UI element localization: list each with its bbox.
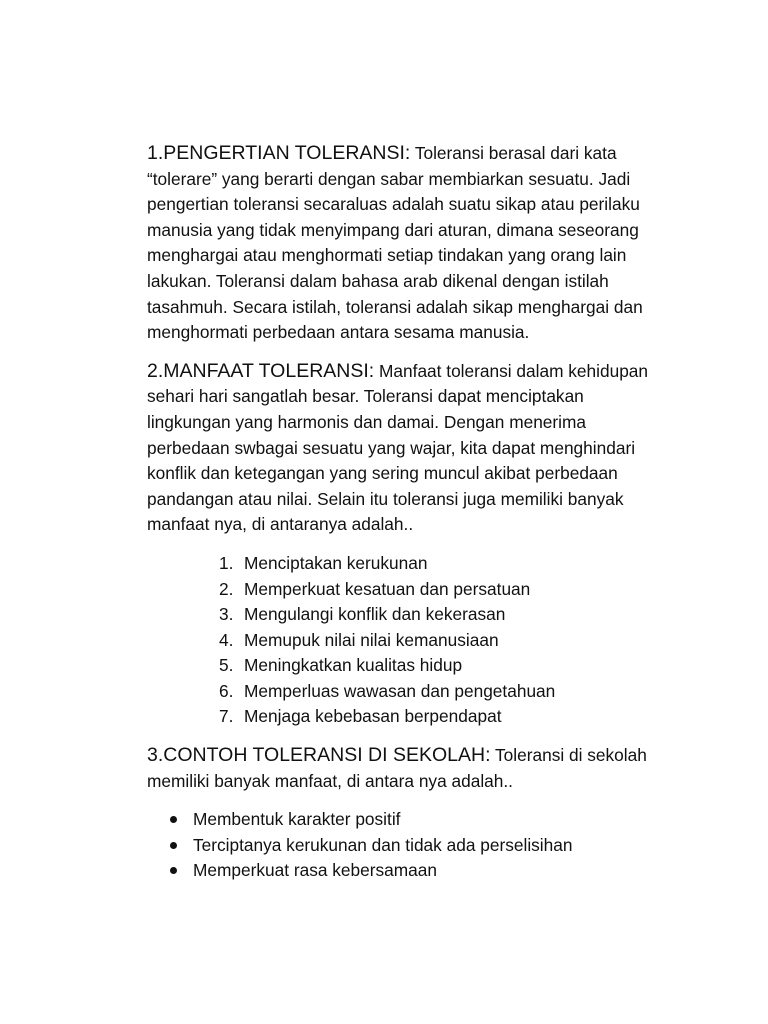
contoh-bullet-list	[147, 807, 667, 884]
list-item	[147, 704, 667, 730]
section-heading: 2.MANFAAT TOLERANSI:	[147, 359, 375, 382]
manfaat-numbered-list	[147, 551, 667, 730]
list-item	[147, 833, 667, 859]
bullet-icon	[170, 842, 177, 849]
list-number: 2.	[219, 578, 234, 599]
list-item-text: Memupuk nilai nilai kemanusiaan	[244, 629, 499, 650]
list-item-text: Memperkuat kesatuan dan persatuan	[244, 578, 531, 599]
list-number: 7.	[219, 706, 234, 727]
list-item-text: Membentuk karakter positif	[193, 809, 401, 830]
list-item	[147, 551, 667, 577]
list-item-text: Memperkuat rasa kebersamaan	[193, 860, 437, 881]
section-pengertian	[147, 141, 667, 346]
bullet-icon	[170, 867, 177, 874]
list-item	[147, 807, 667, 833]
list-number: 1.	[219, 552, 234, 573]
list-number: 4.	[219, 629, 234, 650]
list-number: 6.	[219, 680, 234, 701]
list-item	[147, 653, 667, 679]
bullet-icon	[170, 816, 177, 823]
list-item-text: Memperluas wawasan dan pengetahuan	[244, 680, 556, 701]
list-item-text: Meningkatkan kualitas hidup	[244, 655, 463, 676]
section-contoh	[147, 743, 667, 794]
list-item	[147, 602, 667, 628]
list-item-text: Terciptanya kerukunan dan tidak ada perselisihan	[193, 834, 573, 855]
section-body: Toleransi di sekolah memiliki banyak manfaat, di antara nya adalah..	[147, 745, 647, 791]
list-number: 3.	[219, 604, 234, 625]
section-body: Toleransi berasal dari kata “tolerare” yang berarti dengan sabar membiarkan sesuatu. Jadi pengertian toleransi secaraluas adalah suatu sikap atau perilaku manusia yang tidak menyimpang dari aturan, dimana seseorang menghargai atau menghormati setiap tindakan yang orang lain lakukan. Toleransi dalam bahasa arab dikenal dengan istilah tasahmuh. Secara istilah, toleransi adalah sikap menghargai dan menghormati perbedaan antara sesama manusia.	[147, 143, 643, 343]
section-manfaat	[147, 359, 667, 538]
list-item	[147, 628, 667, 654]
section-heading: 3.CONTOH TOLERANSI DI SEKOLAH:	[147, 744, 491, 767]
list-item-text: Menjaga kebebasan berpendapat	[244, 706, 502, 727]
section-body: Manfaat toleransi dalam kehidupan sehari hari sangatlah besar. Toleransi dapat menciptakan lingkungan yang harmonis dan damai. Dengan menerima perbedaan swbagai sesuatu yang wajar, kita dapat menghindari konflik dan ketegangan yang sering muncul akibat perbedaan pandangan atau nilai. Selain itu toleransi juga memiliki banyak manfaat nya, di antaranya adalah..	[147, 360, 649, 535]
list-item-text: Menciptakan kerukunan	[244, 552, 428, 573]
list-item-text: Mengulangi konflik dan kekerasan	[244, 604, 506, 625]
list-item	[147, 858, 667, 884]
list-item	[147, 679, 667, 705]
document-page	[147, 141, 667, 884]
list-number: 5.	[219, 655, 234, 676]
list-item	[147, 577, 667, 603]
section-heading: 1.PENGERTIAN TOLERANSI:	[147, 142, 411, 164]
